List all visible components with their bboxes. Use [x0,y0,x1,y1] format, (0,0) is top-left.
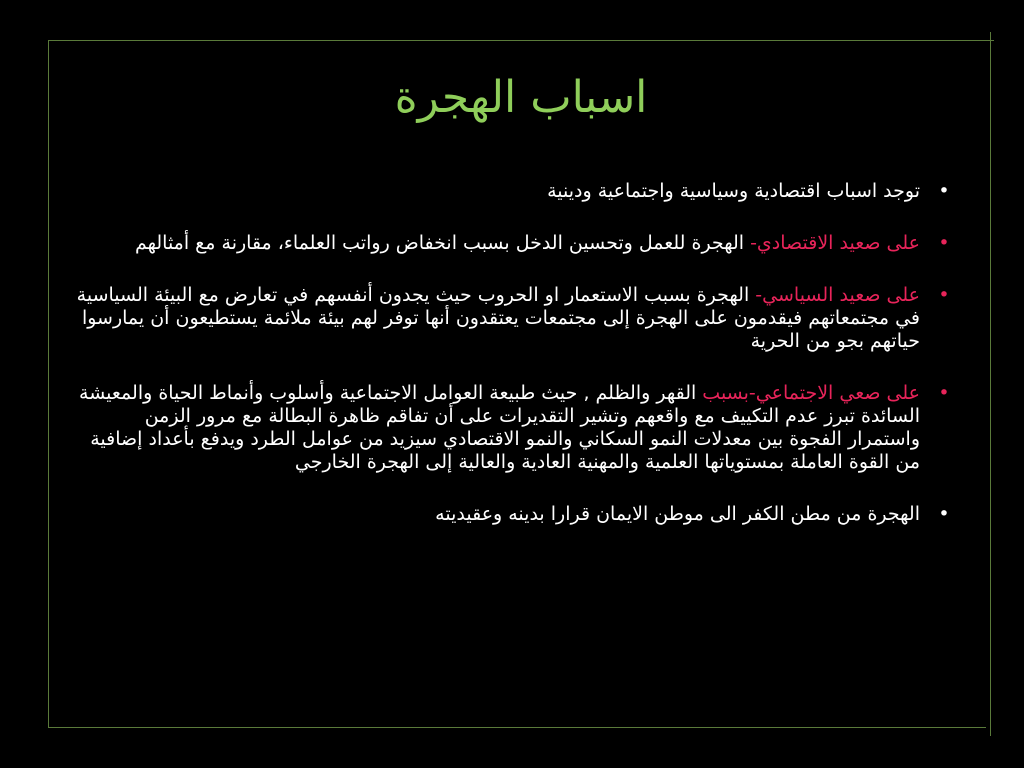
bullet-marker: • [938,232,950,254]
bullet-text: الهجرة للعمل وتحسين الدخل بسبب انخفاض رواتب العلماء، مقارنة مع أمثالهم [134,232,751,254]
frame-left-line [48,40,49,728]
slide-title: اسباب الهجرة [394,72,648,123]
bullet-item-5 [68,503,968,526]
bullet-item-3 [68,284,968,353]
bullet-item-1 [68,180,968,203]
bullet-item-2 [68,232,968,255]
bullet-marker: • [938,284,950,306]
bullet-text: القهر والظلم , حيث طبيعة العوامل الاجتماعية وأسلوب وأنماط الحياة والمعيشة السائدة تبرز عدم التكييف مع واقعهم وتشير التقديرات على أن تفاقم ظاهرة البطالة مع مرور الزمن واستمرار الفجوة بين معدلات النمو السكاني والنمو الاقتصادي سيزيد من عوامل الطرد ويدفع بأعداد إضافية من القوة العاملة بمستوياتها العلمية والمهنية العادية والعالية إلى الهجرة الخارجي [79,382,920,473]
bullet-highlight: على صعي الاجتماعي-بسبب [702,382,920,404]
bullet-item-4 [68,382,968,474]
bullet-marker: • [938,180,950,202]
bullet-list [68,180,968,555]
bullet-marker: • [938,503,950,525]
frame-right-line [990,32,991,736]
bullet-text: الهجرة بسبب الاستعمار او الحروب حيث يجدون أنفسهم في تعارض مع البيئة السياسية في مجتمعاتهم فيقدمون على الهجرة إلى مجتمعات يعتقدون أنها توفر لهم بيئة ملائمة يستطيعون أن يمارسوا حياتهم بجو من الحرية [76,284,920,352]
bullet-marker: • [938,382,950,404]
bullet-highlight: على صعيد السياسي- [755,284,920,306]
bullet-text: توجد اسباب اقتصادية وسياسية واجتماعية ودينية [547,180,920,202]
frame-top-line [48,40,994,41]
bullet-text: الهجرة من مطن الكفر الى موطن الايمان قرارا بدينه وعقيديته [435,503,920,525]
bullet-highlight: على صعيد الاقتصادي- [750,232,920,254]
frame-bottom-line [48,727,986,728]
